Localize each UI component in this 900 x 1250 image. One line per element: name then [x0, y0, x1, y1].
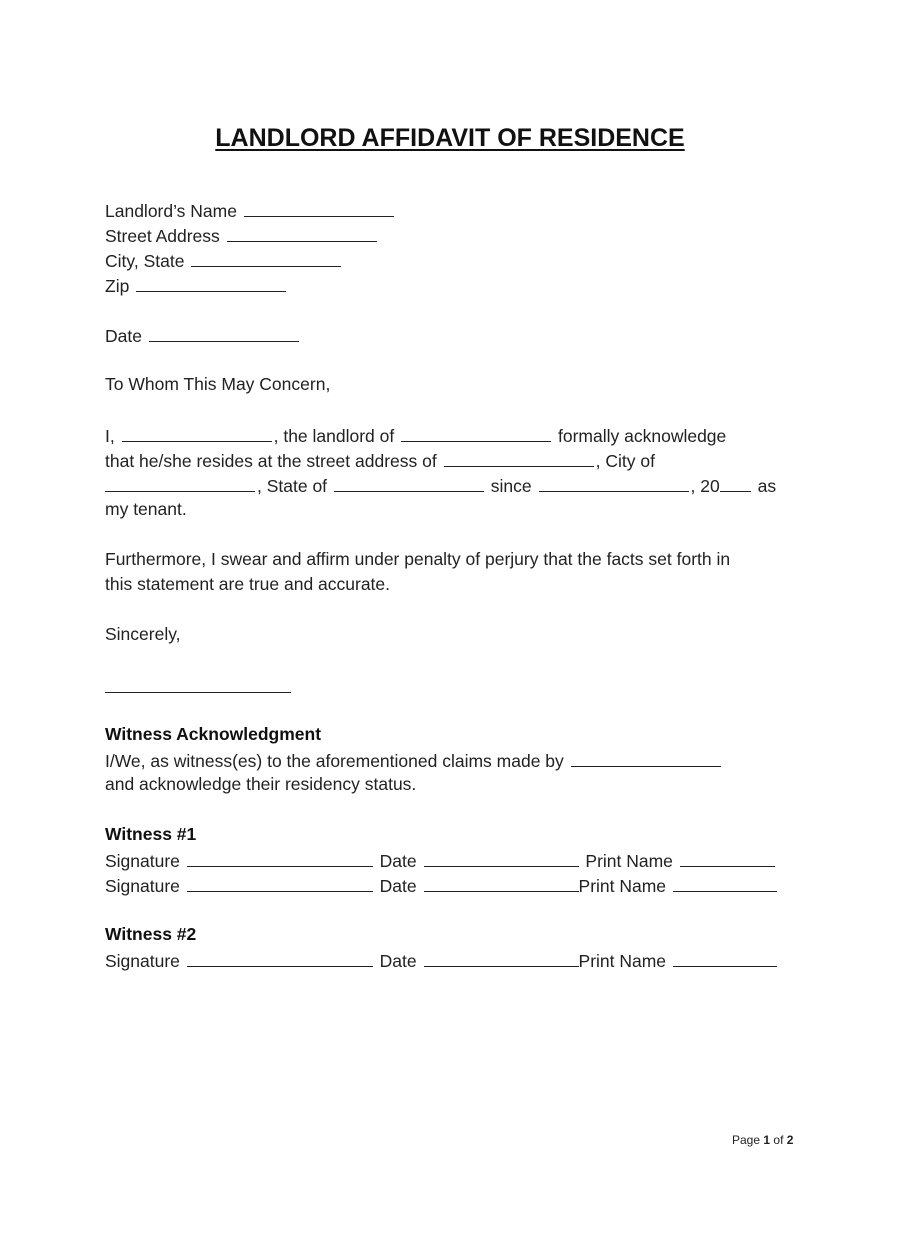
claimant-blank[interactable]: [571, 747, 721, 767]
date-label: Date: [105, 326, 142, 346]
zip-field[interactable]: [136, 272, 286, 292]
current-page: 1: [763, 1133, 771, 1147]
date-field[interactable]: [149, 322, 299, 342]
year-blank[interactable]: [720, 472, 751, 492]
landlord-name-field[interactable]: [244, 197, 394, 217]
witness-ack-text: I/We, as witness(es) to the aforementioned claims made by: [105, 751, 564, 771]
landlord-name-line: [105, 197, 805, 222]
since-date-blank[interactable]: [539, 472, 689, 492]
witness1-row-2: [105, 872, 805, 897]
witness1-print-name-field[interactable]: [680, 847, 775, 867]
statement-line-3: [105, 472, 805, 497]
statement-line-4: my tenant.: [105, 499, 187, 519]
document-body: [105, 197, 805, 972]
witness1-signature-field[interactable]: [187, 847, 373, 867]
affirmation-line-1: Furthermore, I swear and affirm under penalty of perjury that the facts set forth in: [105, 549, 731, 569]
witness-ack-heading: Witness Acknowledgment: [105, 724, 322, 744]
city-state-line: [105, 247, 805, 272]
witness2-print-name-field[interactable]: [673, 947, 777, 967]
witness1b-signature-field[interactable]: [187, 872, 373, 892]
city-state-label: City, State: [105, 251, 185, 271]
witness1b-date-field[interactable]: [424, 872, 579, 892]
statement-text: , the landlord of: [273, 426, 395, 446]
page-label: Page: [732, 1133, 761, 1147]
document-title: LANDLORD AFFIDAVIT OF RESIDENCE: [215, 124, 685, 152]
closing: Sincerely,: [105, 624, 181, 644]
witness-ack-line-2: and acknowledge their residency status.: [105, 774, 417, 794]
witness2-row-1: [105, 947, 805, 972]
date-label: Date: [379, 951, 417, 971]
tenant-address-blank[interactable]: [444, 447, 594, 467]
witness2-date-field[interactable]: [424, 947, 579, 967]
statement-text: formally acknowledge: [558, 426, 727, 446]
of-label: of: [773, 1133, 784, 1147]
date-label: Date: [379, 851, 417, 871]
landlord-name-label: Landlord’s Name: [105, 201, 237, 221]
statement-text: as: [757, 476, 777, 496]
witness2-heading: Witness #2: [105, 924, 197, 944]
witness1-row-1: [105, 847, 805, 872]
street-address-line: [105, 222, 805, 247]
zip-label: Zip: [105, 276, 130, 296]
signature-label: Signature: [105, 851, 180, 871]
print-name-label: Print Name: [585, 851, 673, 871]
city-state-field[interactable]: [191, 247, 341, 267]
street-address-label: Street Address: [105, 226, 220, 246]
witness1-heading: Witness #1: [105, 824, 197, 844]
witness1-date-field[interactable]: [424, 847, 579, 867]
statement-text: , 20: [690, 476, 720, 496]
statement-text: that he/she resides at the street address of: [105, 451, 437, 471]
witness1b-print-name-field[interactable]: [673, 872, 777, 892]
property-blank[interactable]: [401, 422, 551, 442]
date-label: Date: [379, 876, 417, 896]
witness-ack-line-1: [105, 747, 805, 772]
affirmation-line-2: this statement are true and accurate.: [105, 574, 391, 594]
statement-text: since: [490, 476, 532, 496]
statement-line-2: [105, 447, 805, 472]
landlord-name-blank[interactable]: [122, 422, 272, 442]
state-blank[interactable]: [334, 472, 484, 492]
statement-text: I,: [105, 426, 115, 446]
statement-text: , State of: [257, 476, 328, 496]
page-number: [732, 1133, 793, 1147]
city-blank[interactable]: [105, 472, 255, 492]
zip-line: [105, 272, 805, 297]
print-name-label: Print Name: [578, 876, 667, 896]
signature-label: Signature: [105, 951, 180, 971]
signature-label: Signature: [105, 876, 180, 896]
witness2-signature-field[interactable]: [187, 947, 373, 967]
salutation: To Whom This May Concern,: [105, 374, 331, 394]
statement-line-1: [105, 422, 805, 447]
street-address-field[interactable]: [227, 222, 377, 242]
total-pages: 2: [786, 1133, 794, 1147]
date-line: [105, 322, 805, 347]
print-name-label: Print Name: [578, 951, 667, 971]
landlord-signature-field[interactable]: [105, 672, 291, 693]
landlord-signature-line: [105, 672, 805, 697]
statement-text: , City of: [595, 451, 655, 471]
